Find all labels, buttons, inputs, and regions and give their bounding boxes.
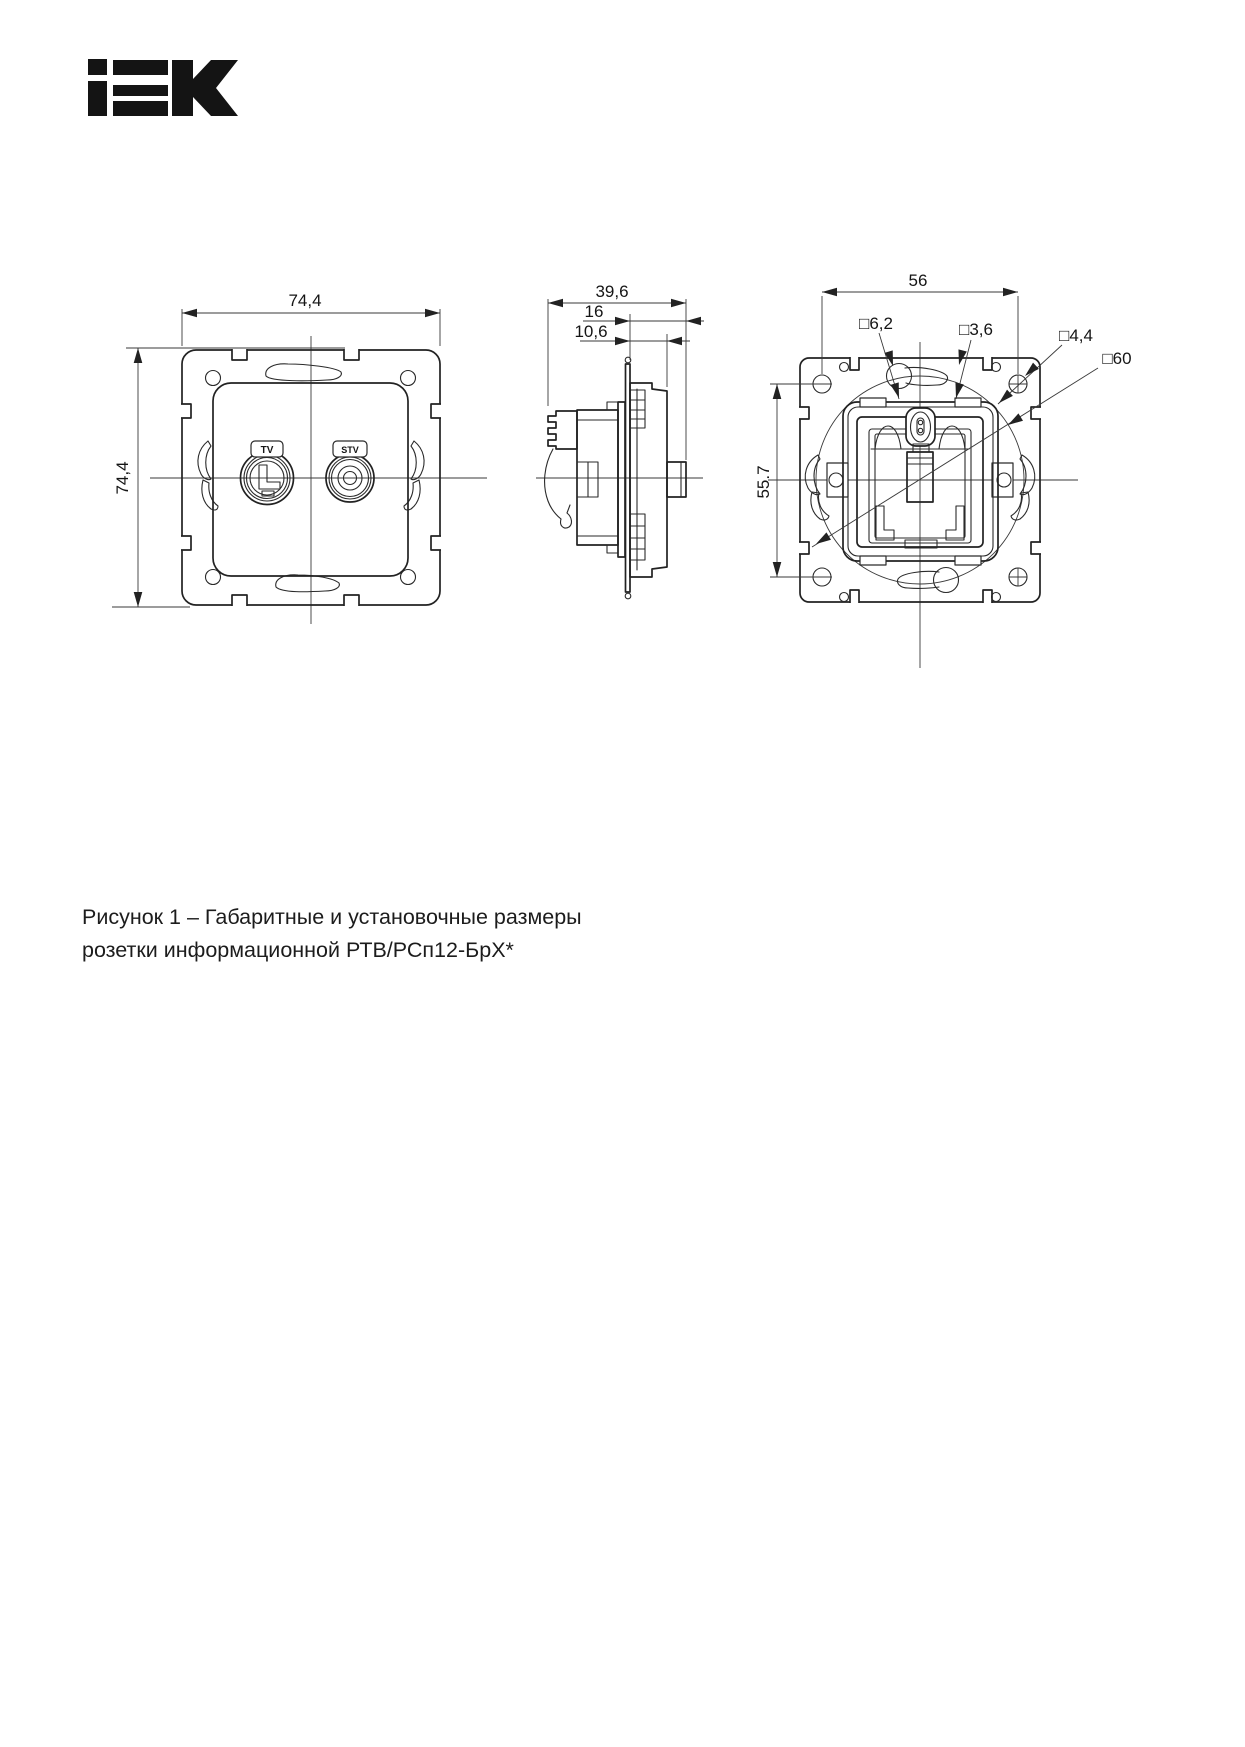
stv-connector	[326, 441, 374, 502]
front-right-wing	[404, 480, 420, 510]
front-screw-hole	[206, 371, 221, 386]
side-knob	[667, 462, 686, 497]
front-height-value: 74,4	[113, 461, 132, 495]
dim-rear-spacing-v	[754, 384, 832, 577]
rear-small-hole	[840, 363, 849, 372]
rear-left-wing	[805, 455, 820, 495]
front-face-plate	[213, 383, 408, 576]
rear-centerlines	[768, 342, 1078, 668]
slot-a-value: □6,2	[859, 314, 893, 333]
dim-front-height	[112, 348, 345, 607]
leader-hole	[996, 326, 1093, 406]
front-width-value: 74,4	[288, 291, 322, 310]
side-frame-depth-value: 10,6	[574, 322, 608, 341]
dim-side-frame-depth	[574, 322, 690, 387]
front-centerlines	[150, 336, 487, 624]
rear-small-hole	[840, 593, 849, 602]
iek-logo	[88, 59, 238, 116]
front-view	[112, 291, 487, 624]
tv-connector	[241, 441, 294, 505]
rear-view	[754, 271, 1132, 668]
front-bottom-slot	[276, 575, 340, 592]
side-view	[536, 282, 704, 599]
rear-bracket-right	[946, 506, 964, 540]
side-frame	[630, 383, 667, 577]
figure-caption	[82, 901, 582, 967]
rear-assembly	[843, 398, 998, 565]
side-total-depth-value: 39,6	[595, 282, 629, 301]
rear-fixing-screw	[906, 408, 935, 446]
rear-right-wing	[1011, 492, 1029, 520]
front-screw-hole	[401, 371, 416, 386]
side-body	[577, 402, 618, 553]
tv-keyway	[259, 465, 280, 489]
box-value: □60	[1102, 349, 1132, 368]
tv-label: TV	[260, 445, 274, 456]
rear-left-wing	[811, 492, 829, 520]
leader-box	[812, 349, 1132, 548]
leader-slot-a	[859, 314, 903, 399]
dim-side-total-depth	[548, 282, 686, 460]
side-wire-hook	[545, 449, 572, 528]
stv-label: STV	[341, 445, 359, 455]
rear-spacing-v-value: 55.7	[754, 465, 773, 499]
side-support-plate	[618, 402, 625, 557]
slot-b-value: □3,6	[959, 320, 993, 339]
side-front-projection-value: 16	[584, 302, 604, 321]
front-left-wing	[198, 441, 211, 480]
side-terminal-block	[548, 411, 577, 449]
figure-caption-line1: Рисунок 1 – Габаритные и установочные размеры	[82, 905, 582, 929]
rear-bracket-left	[876, 506, 894, 540]
front-left-wing	[202, 480, 218, 510]
front-top-slot	[266, 364, 342, 381]
hole-value: □4,4	[1059, 326, 1093, 345]
figure-caption-line2: розетки информационной РТВ/РСп12-БрХ*	[82, 938, 514, 962]
rear-right-wing	[1020, 455, 1035, 495]
front-right-wing	[411, 441, 424, 480]
rear-spacing-h-value: 56	[908, 271, 928, 290]
